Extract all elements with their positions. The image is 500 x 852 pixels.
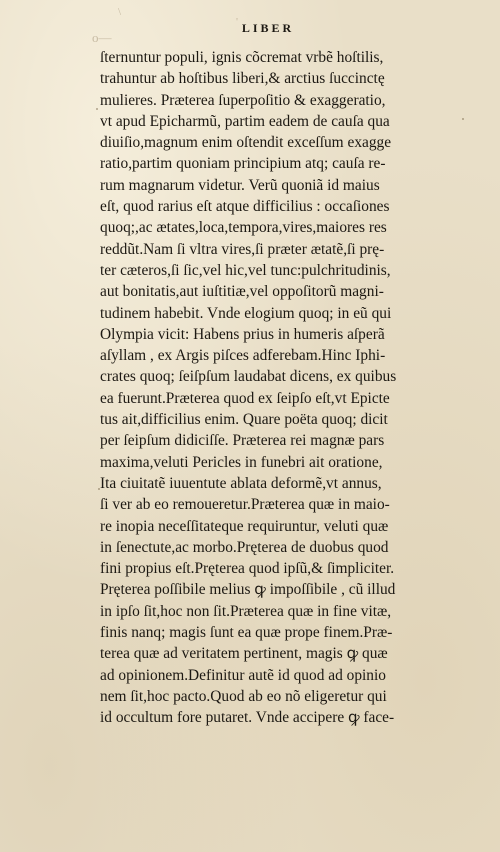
text-line: quoq;,ac ætates,loca,tempora,vires,maiores res <box>100 219 387 237</box>
ink-speck <box>462 118 464 120</box>
text-line: ratio,partim quoniam principium atq; cauſa re- <box>100 155 386 173</box>
text-line: diuiſio,magnum enim oſtendit exceſſum exagge <box>100 134 392 152</box>
text-line: nem ſit,hoc pacto.Quod ab eo nõ eligeretur qui <box>100 687 387 705</box>
text-line: vt apud Epicharmũ, partim eadem de cauſa qua <box>100 112 390 130</box>
text-line: Pręterea poſſibile melius ꝙ impoſſibile , cũ illud <box>100 581 396 599</box>
text-line: ſi ver ab eo remoueretur.Præterea quæ in maio- <box>100 496 390 514</box>
text-line: aut bonitatis,aut iuſtitiæ,vel oppoſitorũ magni- <box>100 283 384 301</box>
text-line: per ſeipſum didiciſſe. Præterea rei magnæ pars <box>100 432 385 450</box>
show-through-mark: o— <box>92 30 112 45</box>
text-line: ter cæteros,ſi ſic,vel hic,vel tunc:pulchritudinis, <box>100 261 391 279</box>
text-line: in ipſo ſit,hoc non ſit.Præterea quæ in fine vitæ, <box>100 602 392 620</box>
text-line: terea quæ ad veritatem pertinent, magis ꝙ quæ <box>100 645 388 663</box>
text-line: rum magnarum videtur. Verũ quoniã id maius <box>100 176 380 194</box>
text-line: mulieres. Præterea ſuperpoſitio & exaggeratio, <box>100 91 386 109</box>
text-line: Olympia vicit: Habens prius in humeris aſperã <box>100 325 385 343</box>
running-head: LIBER <box>241 21 295 35</box>
text-line: trahuntur ab hoſtibus liberi,& arctius ſuccinctę <box>100 70 385 88</box>
text-line: tudinem habebit. Vnde elogium quoq; in eũ qui <box>100 304 392 322</box>
text-line: Ita ciuitatẽ iuuentute ablata deformẽ,vt annus, <box>100 474 382 492</box>
text-line: in ſenectute,ac morbo.Pręterea de duobus quod <box>100 538 389 556</box>
text-line: re inopia neceſſitateque requiruntur, veluti quæ <box>100 517 389 535</box>
body-text <box>100 47 462 729</box>
text-line: eſt, quod rarius eſt atque difficilius : occaſiones <box>100 198 390 216</box>
text-line: tus ait,difficilius enim. Quare poëta quoq; dicit <box>100 411 388 429</box>
text-line: id occultum fore putaret. Vnde accipere ꝙ face- <box>100 709 395 727</box>
text-line: ea fuerunt.Præterea quod ex ſeipſo eſt,vt Epicte <box>100 389 390 407</box>
text-line: fini propius eſt.Pręterea quod ipſũ,& ſimpliciter. <box>100 560 395 578</box>
text-line: ad opinionem.Definitur autẽ id quod ad opinio <box>100 666 386 684</box>
show-through-mark: ' <box>236 16 238 28</box>
text-line: aſyllam , ex Argis piſces adferebam.Hinc Iphi- <box>100 347 386 365</box>
ink-speck <box>96 108 98 110</box>
text-line: maxima,veluti Pericles in funebri ait oratione, <box>100 453 383 471</box>
show-through-mark: \ <box>118 6 122 18</box>
text-line: crates quoq; ſeiſpſum laudabat dicens, ex quibus <box>100 368 397 386</box>
text-line: finis nanq; magis ſunt ea quæ prope finem.Præ- <box>100 624 393 642</box>
text-line: reddũt.Nam ſi vltra vires,ſi præter ætatẽ,ſi prę- <box>100 240 385 258</box>
text-line: ſternuntur populi, ignis cõcremat vrbẽ hoſtilis, <box>100 49 384 66</box>
